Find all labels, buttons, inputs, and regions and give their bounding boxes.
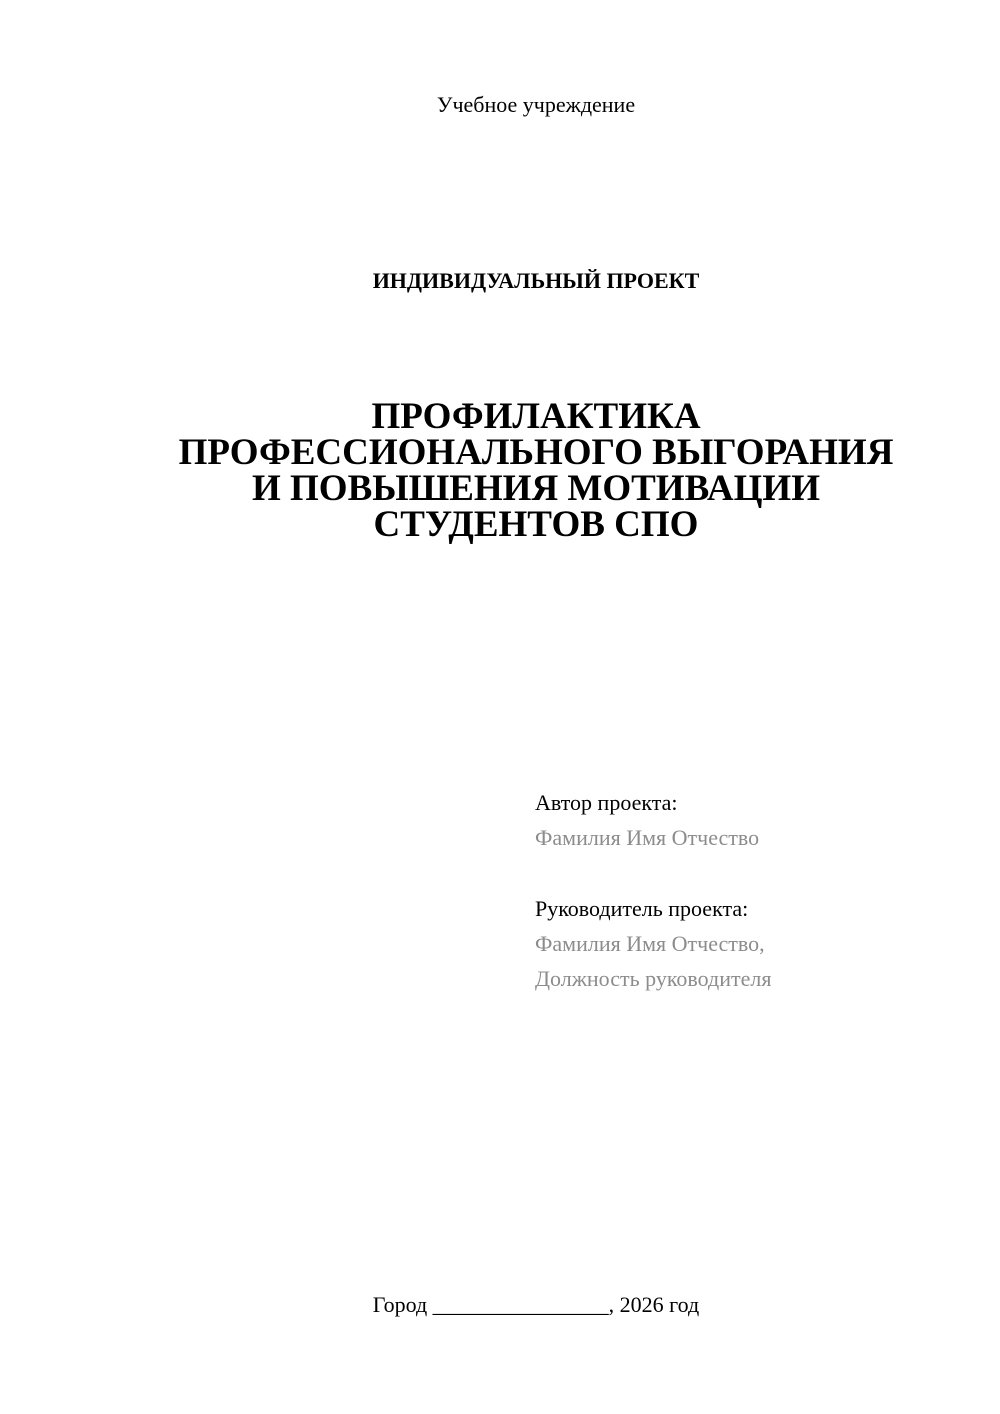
- project-title: [0, 396, 1000, 545]
- title-line: СТУДЕНТОВ СПО: [373, 504, 699, 545]
- title-line: ПРОФЕССИОНАЛЬНОГО ВЫГОРАНИЯ: [178, 432, 894, 473]
- info-spacer: [535, 859, 975, 895]
- author-label: Автор проекта:: [535, 790, 678, 815]
- supervisor-position: Должность руководителя: [535, 966, 772, 991]
- project-info-block: [535, 789, 975, 1000]
- supervisor-name: Фамилия Имя Отчество,: [535, 931, 765, 956]
- supervisor-label: Руководитель проекта:: [535, 896, 749, 921]
- title-line: И ПОВЫШЕНИЯ МОТИВАЦИИ: [251, 468, 820, 509]
- title-line: ПРОФИЛАКТИКА: [371, 396, 701, 437]
- institution-name: Учебное учреждение: [436, 92, 636, 117]
- author-name: Фамилия Имя Отчество: [535, 825, 760, 850]
- document-type: ИНДИВИДУАЛЬНЫЙ ПРОЕКТ: [372, 268, 700, 293]
- city-year-line: Город ________________, 2026 год: [372, 1292, 700, 1317]
